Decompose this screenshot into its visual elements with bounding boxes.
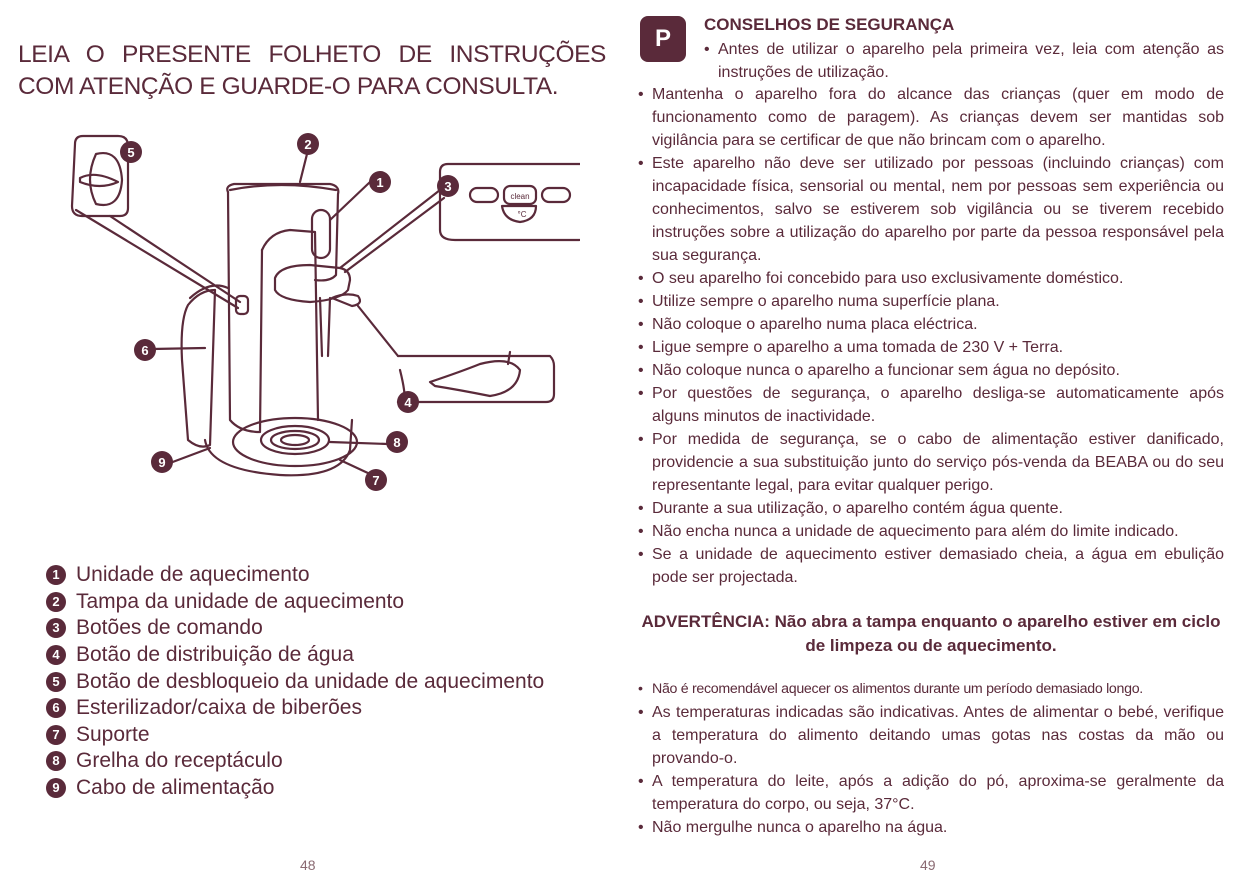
legend-item: 1 Unidade de aquecimento (46, 562, 544, 589)
legend-item: 7 Suporte (46, 722, 544, 749)
temperature-button-label: °C (517, 210, 527, 219)
list-item: • Mantenha o aparelho fora do alcance das crianças (quer em modo de funcionamento como de paragem). As crianças devem ser mantidas sob vigilância para se certificar de que não brincam com o aparelho. (638, 83, 1224, 152)
svg-text:7: 7 (372, 473, 380, 488)
intro-text: LEIA O PRESENTE FOLHETO DE INSTRUÇÕES COM ATENÇÃO E GUARDE-O PARA CONSULTA. (18, 40, 606, 100)
list-item: • Por questões de segurança, o aparelho desliga-se automaticamente após alguns minutos de inactividade. (638, 382, 1224, 428)
parts-legend (46, 562, 544, 801)
svg-text:3: 3 (444, 179, 452, 194)
list-item: • Não é recomendável aquecer os alimentos durante um período demasiado longo. (638, 678, 1224, 701)
svg-text:5: 5 (127, 145, 135, 160)
svg-text:8: 8 (393, 435, 401, 450)
list-item: • A temperatura do leite, após a adição do pó, aproxima-se geralmente da temperatura do corpo, ou seja, 37°C. (638, 770, 1224, 816)
callout-2 (297, 133, 319, 155)
page-number-left: 48 (300, 857, 316, 873)
callout-8 (386, 431, 408, 453)
callout-9 (151, 451, 173, 473)
dispense-button (332, 294, 360, 306)
page-number-right: 49 (920, 857, 936, 873)
list-item: • As temperaturas indicadas são indicativas. Antes de alimentar o bebé, verifique a temperatura do alimento deitando umas gotas nas costas da mão ou provando-o. (638, 701, 1224, 770)
svg-text:9: 9 (158, 455, 166, 470)
appliance-illustration (40, 120, 580, 510)
legend-item: 4 Botão de distribuição de água (46, 642, 544, 669)
callout-3 (437, 175, 459, 197)
clean-button-label: clean (510, 192, 530, 201)
left-page (0, 0, 620, 886)
callout-6 (134, 339, 156, 361)
svg-text:6: 6 (141, 343, 149, 358)
legend-item: 8 Grelha do receptáculo (46, 748, 544, 775)
legend-item: 9 Cabo de alimentação (46, 775, 544, 802)
svg-text:1: 1 (376, 175, 384, 190)
list-item: • Não mergulhe nunca o aparelho na água. (638, 816, 1224, 839)
language-badge: P (640, 16, 686, 62)
list-item: • Se a unidade de aquecimento estiver demasiado cheia, a água em ebulição pode ser projectada. (638, 543, 1224, 589)
legend-item: 5 Botão de desbloqueio da unidade de aquecimento (46, 668, 544, 695)
callout-5 (120, 141, 142, 163)
usage-list (638, 678, 1224, 839)
right-page (620, 0, 1241, 886)
list-item: • O seu aparelho foi concebido para uso exclusivamente doméstico. (638, 267, 1224, 290)
safety-list-intro (704, 38, 1224, 84)
legend-item: 2 Tampa da unidade de aquecimento (46, 589, 544, 616)
list-item: • Utilize sempre o aparelho numa superfície plana. (638, 290, 1224, 313)
svg-text:4: 4 (404, 395, 412, 410)
list-item: • Durante a sua utilização, o aparelho contém água quente. (638, 497, 1224, 520)
list-item: • Este aparelho não deve ser utilizado por pessoas (incluindo crianças) com incapacidade física, sensorial ou mental, nem por pessoas sem experiência ou conhecimentos, salvo se estiverem sob vigilância ou se tiverem recebido instruções sobre a utilização do aparelho por parte da pessoa responsável pela sua segurança. (638, 152, 1224, 267)
list-item: • Não encha nunca a unidade de aquecimento para além do limite indicado. (638, 520, 1224, 543)
list-item: • Antes de utilizar o aparelho pela primeira vez, leia com atenção as instruções de utilização. (704, 38, 1224, 84)
list-item: • Não coloque nunca o aparelho a funcionar sem água no depósito. (638, 359, 1224, 382)
list-item: • Ligue sempre o aparelho a uma tomada de 230 V + Terra. (638, 336, 1224, 359)
legend-item: 3 Botões de comando (46, 615, 544, 642)
svg-text:2: 2 (304, 137, 312, 152)
callout-1 (369, 171, 391, 193)
callout-7 (365, 469, 387, 491)
warning-text: ADVERTÊNCIA: Não abra a tampa enquanto o aparelho estiver em ciclo de limpeza ou de aquecimento. (641, 612, 1221, 655)
callout-4 (397, 391, 419, 413)
list-item: • Não coloque o aparelho numa placa eléctrica. (638, 313, 1224, 336)
legend-item: 6 Esterilizador/caixa de biberões (46, 695, 544, 722)
safety-list (638, 83, 1224, 589)
safety-heading: CONSELHOS DE SEGURANÇA (704, 15, 955, 34)
list-item: • Por medida de segurança, se o cabo de alimentação estiver danificado, providencie a sua substituição junto do serviço pós-venda da BEABA ou do seu representante legal, para evitar qualquer perigo. (638, 428, 1224, 497)
